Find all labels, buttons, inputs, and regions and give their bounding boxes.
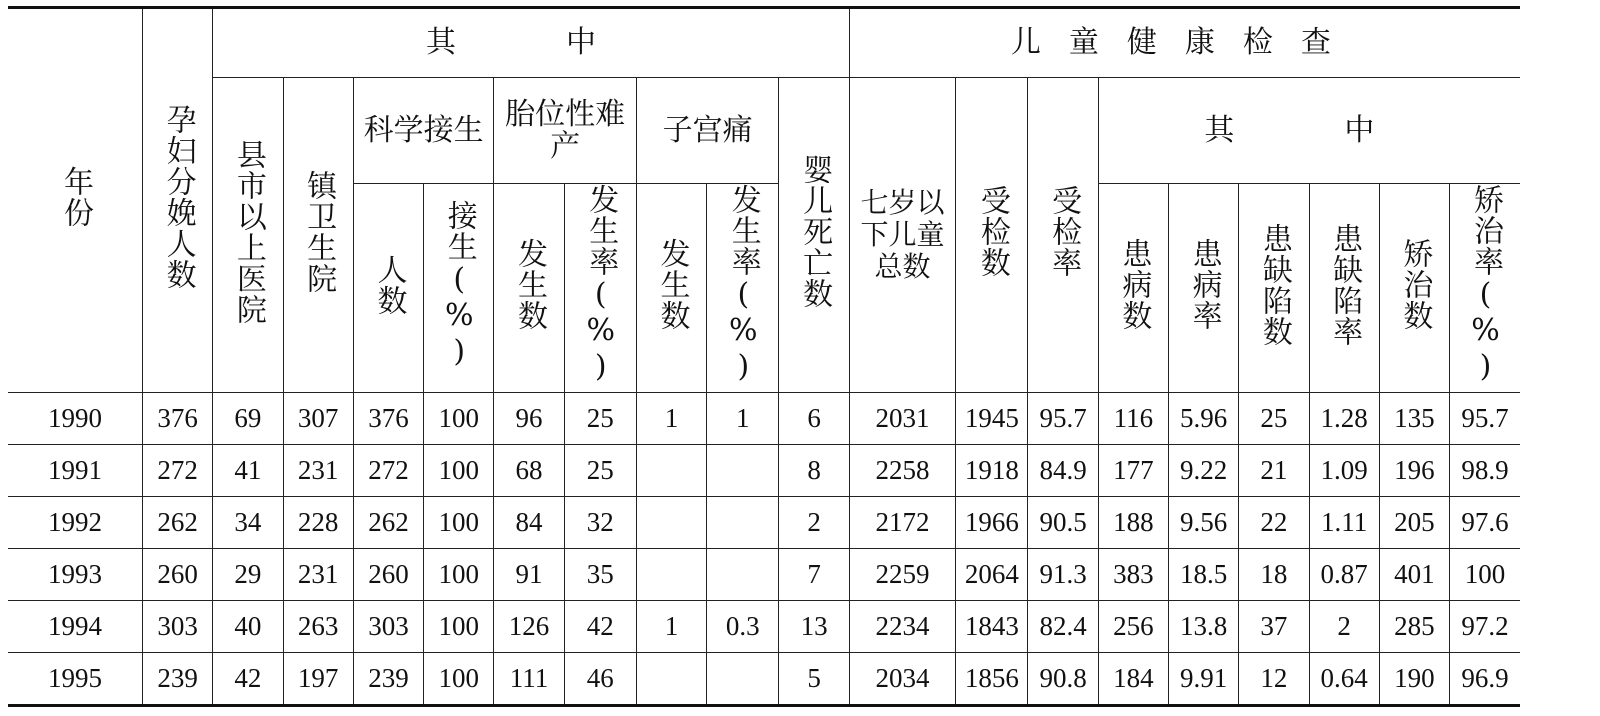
maternal-child-health-table bbox=[8, 6, 1520, 707]
cell: 262 bbox=[353, 497, 423, 549]
cell: 29 bbox=[213, 549, 283, 601]
table-body bbox=[8, 393, 1520, 706]
cell: 100 bbox=[424, 601, 494, 653]
cell bbox=[636, 445, 706, 497]
cell: 1990 bbox=[8, 393, 143, 445]
cell: 2259 bbox=[849, 549, 955, 601]
header-defect-count: 患缺陷数 bbox=[1239, 184, 1309, 393]
header-examined: 受检数 bbox=[956, 78, 1028, 393]
cell: 91 bbox=[494, 549, 564, 601]
header-sci-delivery: 科学接生 bbox=[353, 78, 494, 184]
cell: 5.96 bbox=[1168, 393, 1238, 445]
table-row bbox=[8, 393, 1520, 445]
cell: 7 bbox=[779, 549, 849, 601]
cell bbox=[636, 653, 706, 706]
cell: 90.5 bbox=[1028, 497, 1098, 549]
header-uterine-count: 发生数 bbox=[636, 184, 706, 393]
cell: 272 bbox=[143, 445, 213, 497]
cell: 231 bbox=[283, 445, 353, 497]
cell: 260 bbox=[353, 549, 423, 601]
cell: 135 bbox=[1379, 393, 1449, 445]
cell: 116 bbox=[1098, 393, 1168, 445]
cell: 21 bbox=[1239, 445, 1309, 497]
cell: 68 bbox=[494, 445, 564, 497]
cell: 272 bbox=[353, 445, 423, 497]
header-county-hospital: 县市以上医院 bbox=[213, 78, 283, 393]
header-infant-deaths: 婴儿死亡数 bbox=[779, 78, 849, 393]
cell: 13 bbox=[779, 601, 849, 653]
cell: 37 bbox=[1239, 601, 1309, 653]
header-town-clinic: 镇卫生院 bbox=[283, 78, 353, 393]
cell: 35 bbox=[564, 549, 636, 601]
statistics-table-container bbox=[8, 6, 1520, 707]
cell: 25 bbox=[564, 393, 636, 445]
cell: 9.91 bbox=[1168, 653, 1238, 706]
cell: 263 bbox=[283, 601, 353, 653]
cell: 197 bbox=[283, 653, 353, 706]
cell: 1994 bbox=[8, 601, 143, 653]
cell: 188 bbox=[1098, 497, 1168, 549]
header-people: 人数 bbox=[353, 184, 423, 393]
cell: 260 bbox=[143, 549, 213, 601]
cell: 97.2 bbox=[1450, 601, 1520, 653]
cell: 231 bbox=[283, 549, 353, 601]
cell: 0.64 bbox=[1309, 653, 1379, 706]
cell: 0.3 bbox=[707, 601, 779, 653]
cell: 307 bbox=[283, 393, 353, 445]
cell: 1.28 bbox=[1309, 393, 1379, 445]
cell: 205 bbox=[1379, 497, 1449, 549]
cell: 1 bbox=[707, 393, 779, 445]
cell: 1991 bbox=[8, 445, 143, 497]
header-dystocia-count: 发生数 bbox=[494, 184, 564, 393]
cell: 95.7 bbox=[1028, 393, 1098, 445]
cell: 97.6 bbox=[1450, 497, 1520, 549]
header-corrected-rate: 矫治率(%) bbox=[1450, 184, 1520, 393]
cell: 1.09 bbox=[1309, 445, 1379, 497]
cell: 98.9 bbox=[1450, 445, 1520, 497]
cell: 96.9 bbox=[1450, 653, 1520, 706]
cell: 41 bbox=[213, 445, 283, 497]
cell: 111 bbox=[494, 653, 564, 706]
cell: 1.11 bbox=[1309, 497, 1379, 549]
cell: 2031 bbox=[849, 393, 955, 445]
header-corrected: 矫治数 bbox=[1379, 184, 1449, 393]
cell: 383 bbox=[1098, 549, 1168, 601]
cell bbox=[707, 497, 779, 549]
cell: 1995 bbox=[8, 653, 143, 706]
cell: 2 bbox=[1309, 601, 1379, 653]
cell: 9.56 bbox=[1168, 497, 1238, 549]
cell: 1945 bbox=[956, 393, 1028, 445]
cell: 1 bbox=[636, 601, 706, 653]
cell: 18 bbox=[1239, 549, 1309, 601]
header-ill-rate: 患病率 bbox=[1168, 184, 1238, 393]
cell: 46 bbox=[564, 653, 636, 706]
cell: 239 bbox=[353, 653, 423, 706]
cell: 0.87 bbox=[1309, 549, 1379, 601]
cell: 42 bbox=[213, 653, 283, 706]
cell: 25 bbox=[1239, 393, 1309, 445]
cell: 1992 bbox=[8, 497, 143, 549]
cell: 1856 bbox=[956, 653, 1028, 706]
cell: 228 bbox=[283, 497, 353, 549]
cell: 1843 bbox=[956, 601, 1028, 653]
cell: 5 bbox=[779, 653, 849, 706]
cell: 69 bbox=[213, 393, 283, 445]
cell: 34 bbox=[213, 497, 283, 549]
cell bbox=[707, 445, 779, 497]
cell bbox=[636, 549, 706, 601]
cell: 90.8 bbox=[1028, 653, 1098, 706]
cell: 184 bbox=[1098, 653, 1168, 706]
cell: 100 bbox=[424, 653, 494, 706]
cell: 6 bbox=[779, 393, 849, 445]
table-row bbox=[8, 601, 1520, 653]
cell: 256 bbox=[1098, 601, 1168, 653]
cell: 196 bbox=[1379, 445, 1449, 497]
cell: 8 bbox=[779, 445, 849, 497]
header-child-exam: 儿童健康检查 bbox=[849, 8, 1520, 78]
header-exam-rate: 受检率 bbox=[1028, 78, 1098, 393]
cell: 1966 bbox=[956, 497, 1028, 549]
cell: 84 bbox=[494, 497, 564, 549]
cell: 95.7 bbox=[1450, 393, 1520, 445]
table-row bbox=[8, 497, 1520, 549]
cell: 376 bbox=[143, 393, 213, 445]
cell: 303 bbox=[143, 601, 213, 653]
cell: 1918 bbox=[956, 445, 1028, 497]
cell: 96 bbox=[494, 393, 564, 445]
header-ill-count: 患病数 bbox=[1098, 184, 1168, 393]
cell: 22 bbox=[1239, 497, 1309, 549]
header-under7-total: 七岁以下儿童总数 bbox=[849, 78, 955, 393]
table-row bbox=[8, 445, 1520, 497]
cell: 25 bbox=[564, 445, 636, 497]
cell: 18.5 bbox=[1168, 549, 1238, 601]
cell bbox=[707, 549, 779, 601]
cell: 84.9 bbox=[1028, 445, 1098, 497]
cell bbox=[636, 497, 706, 549]
cell: 177 bbox=[1098, 445, 1168, 497]
cell: 100 bbox=[424, 393, 494, 445]
cell: 285 bbox=[1379, 601, 1449, 653]
cell: 100 bbox=[424, 549, 494, 601]
cell: 100 bbox=[424, 445, 494, 497]
cell: 2258 bbox=[849, 445, 955, 497]
header-defect-rate: 患缺陷率 bbox=[1309, 184, 1379, 393]
cell: 9.22 bbox=[1168, 445, 1238, 497]
cell: 303 bbox=[353, 601, 423, 653]
cell: 2234 bbox=[849, 601, 955, 653]
cell: 12 bbox=[1239, 653, 1309, 706]
cell: 401 bbox=[1379, 549, 1449, 601]
cell: 376 bbox=[353, 393, 423, 445]
cell: 126 bbox=[494, 601, 564, 653]
cell: 82.4 bbox=[1028, 601, 1098, 653]
header-dystocia-rate: 发生率(%) bbox=[564, 184, 636, 393]
cell: 190 bbox=[1379, 653, 1449, 706]
cell: 2172 bbox=[849, 497, 955, 549]
table-row bbox=[8, 653, 1520, 706]
cell: 1 bbox=[636, 393, 706, 445]
header-delivery-rate: 接生(%) bbox=[424, 184, 494, 393]
cell: 32 bbox=[564, 497, 636, 549]
header-qizhong: 其 中 bbox=[213, 8, 849, 78]
cell: 2064 bbox=[956, 549, 1028, 601]
cell: 42 bbox=[564, 601, 636, 653]
cell: 40 bbox=[213, 601, 283, 653]
cell bbox=[707, 653, 779, 706]
cell: 1993 bbox=[8, 549, 143, 601]
header-uterine-rate: 发生率(%) bbox=[707, 184, 779, 393]
header-births: 孕妇分娩人数 bbox=[143, 8, 213, 393]
cell: 91.3 bbox=[1028, 549, 1098, 601]
cell: 100 bbox=[424, 497, 494, 549]
cell: 100 bbox=[1450, 549, 1520, 601]
header-fetal-dystocia: 胎位性难产 bbox=[494, 78, 637, 184]
header-qizhong-2: 其 中 bbox=[1098, 78, 1520, 184]
header-year: 年份 bbox=[8, 8, 143, 393]
cell: 2 bbox=[779, 497, 849, 549]
cell: 2034 bbox=[849, 653, 955, 706]
cell: 239 bbox=[143, 653, 213, 706]
header-uterine-pain: 子宫痛 bbox=[636, 78, 779, 184]
cell: 13.8 bbox=[1168, 601, 1238, 653]
cell: 262 bbox=[143, 497, 213, 549]
table-row bbox=[8, 549, 1520, 601]
